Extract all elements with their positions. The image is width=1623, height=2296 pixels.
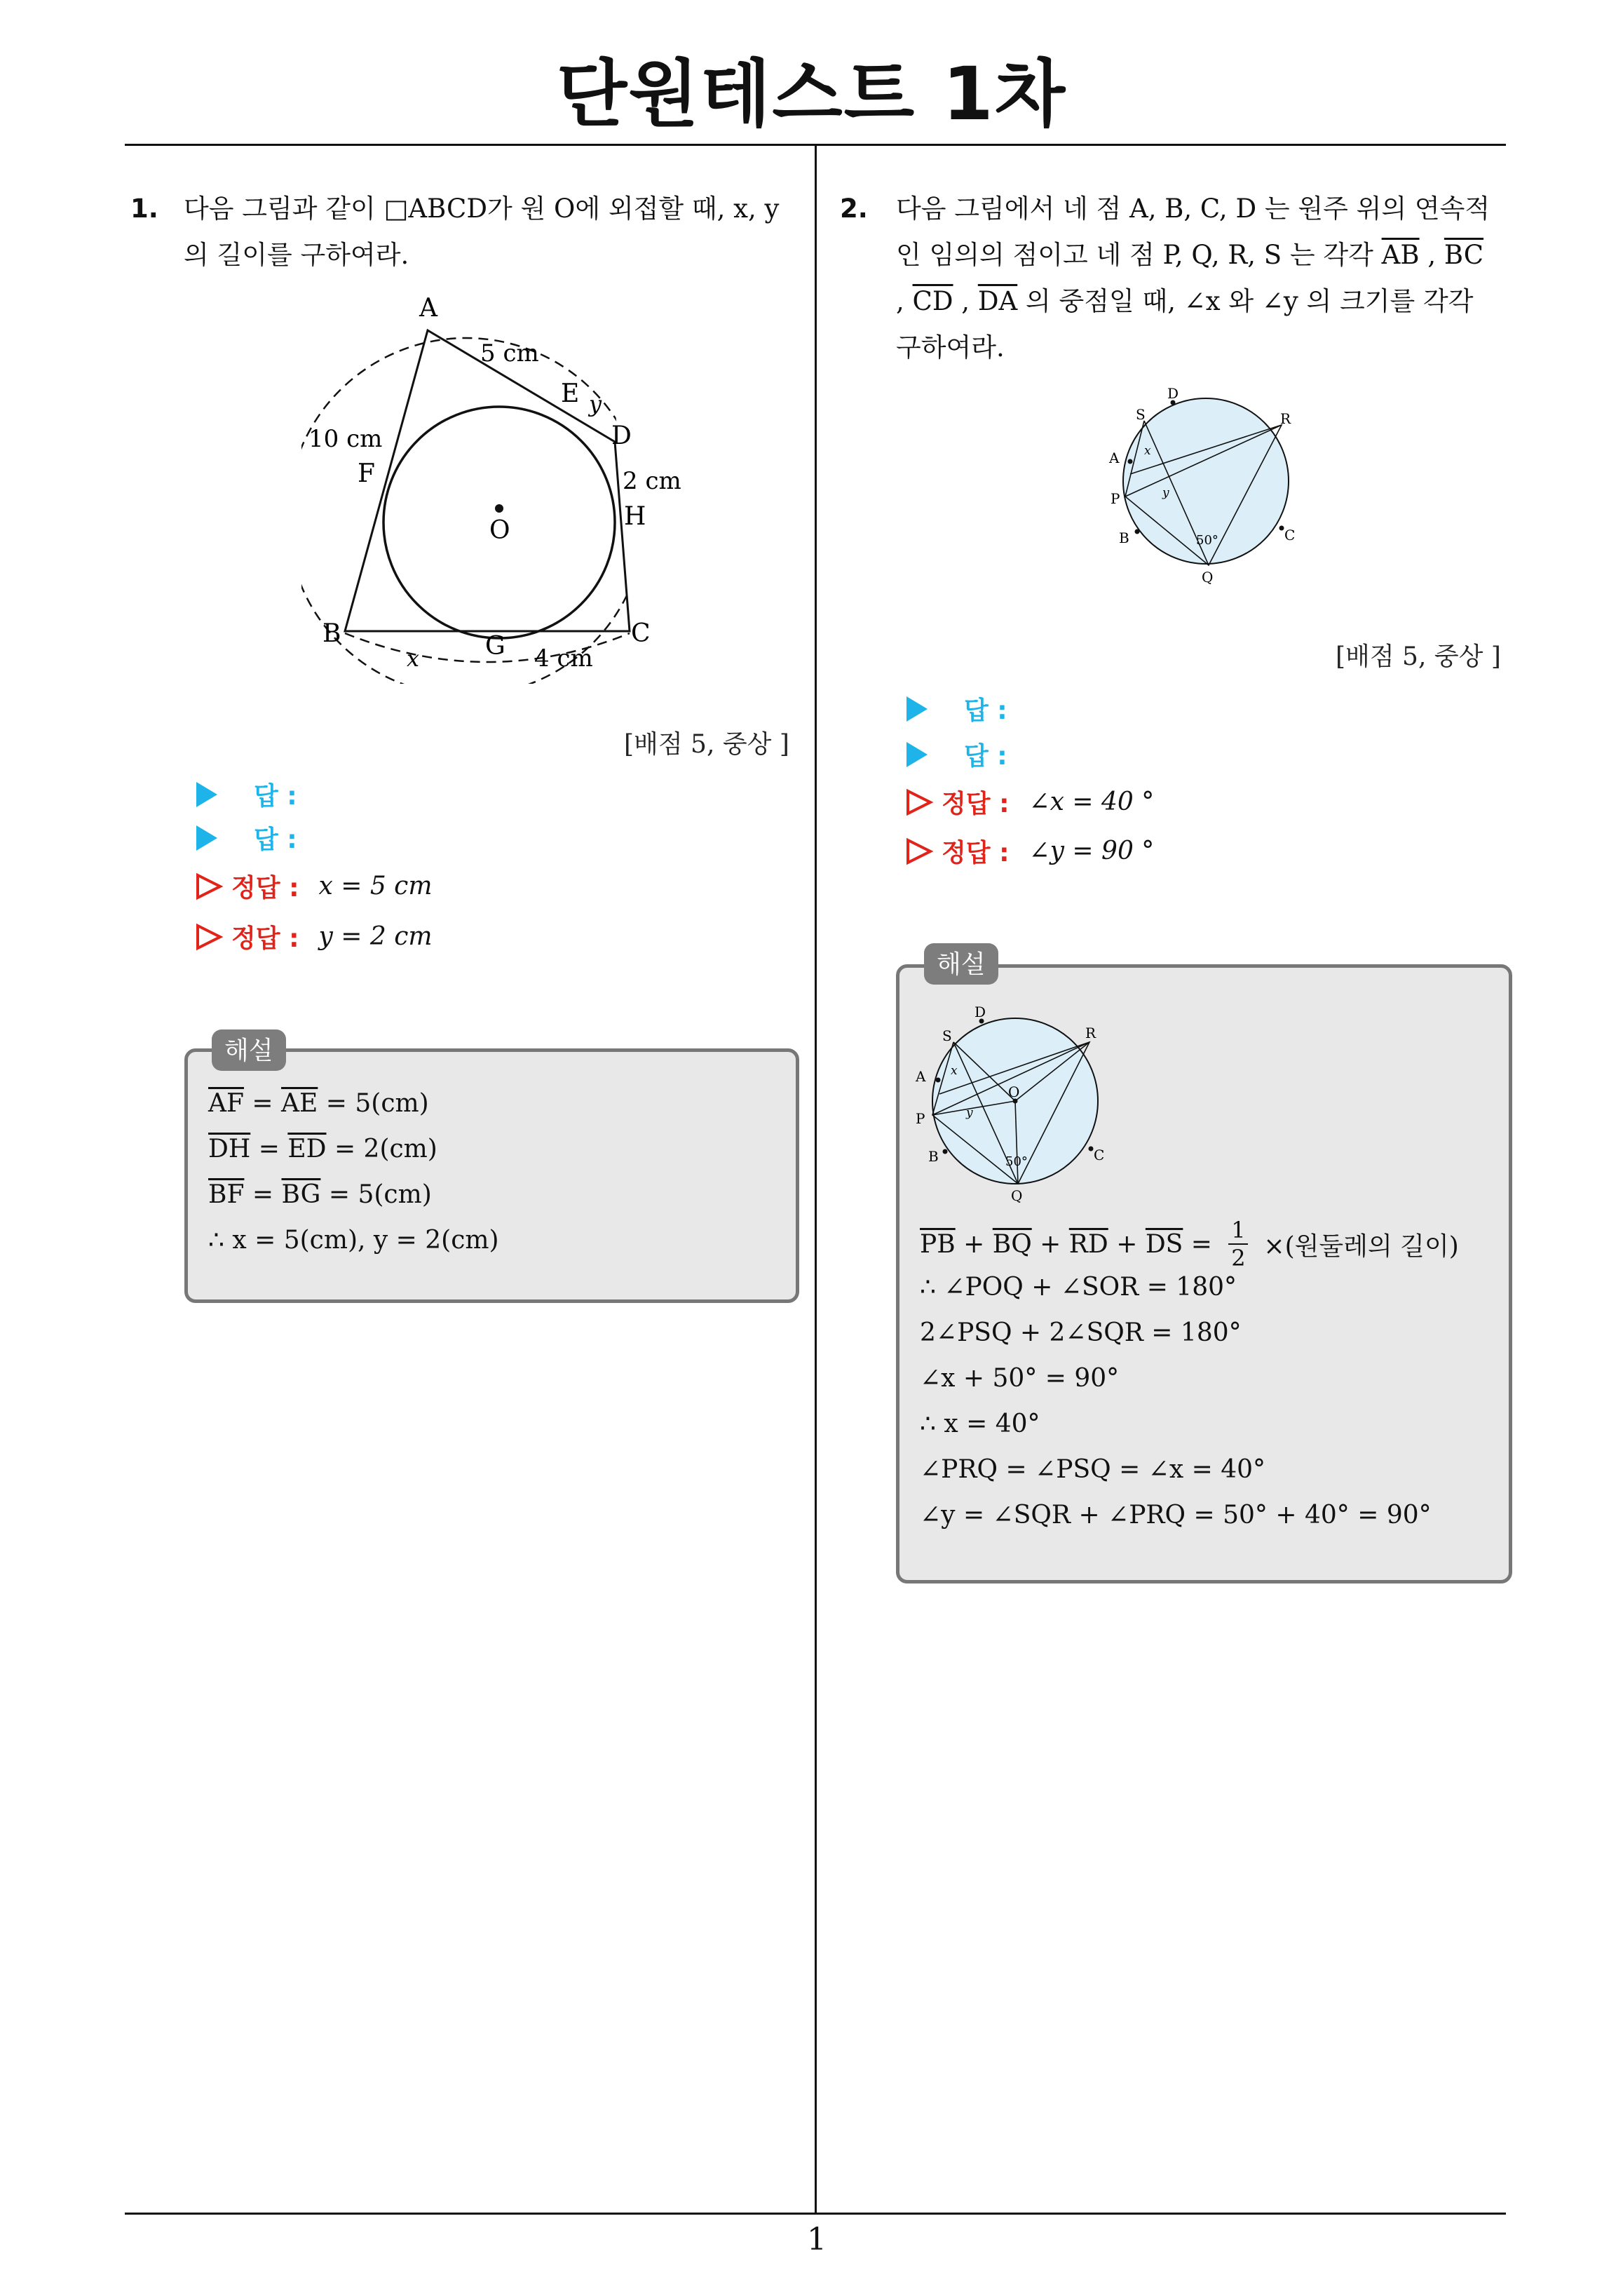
explain-line: ∴ x = 5(cm), y = 2(cm) — [208, 1226, 499, 1255]
footer-rule — [125, 2213, 1506, 2215]
svg-text:Q: Q — [1202, 569, 1214, 586]
score-meta: [배점 5, 중상 ] — [1336, 642, 1501, 671]
correct-answer-row — [195, 919, 433, 954]
play-icon — [906, 696, 928, 722]
correct-answer: ∠y = 90 ° — [1028, 837, 1155, 865]
answer-row — [196, 776, 297, 812]
label-dh: 2 cm — [623, 467, 681, 495]
label-o: O — [489, 516, 510, 545]
play-outline-icon — [195, 923, 223, 951]
explain-line: ∠y = ∠SQR + ∠PRQ = 50° + 40° = 90° — [920, 1501, 1432, 1529]
play-icon — [196, 825, 217, 851]
svg-text:A: A — [916, 1068, 926, 1085]
answer-label: 답 : — [254, 782, 297, 811]
correct-label: 정답 : — [942, 790, 1010, 818]
svg-text:y: y — [1162, 486, 1169, 500]
column-divider — [815, 144, 817, 2214]
correct-answer-row — [195, 868, 432, 904]
label-a: A — [419, 294, 437, 323]
correct-label: 정답 : — [231, 874, 299, 903]
play-outline-icon — [905, 837, 933, 865]
svg-text:B: B — [928, 1148, 939, 1165]
label-d: D — [611, 421, 632, 450]
question-text: 구하여라. — [896, 332, 1005, 363]
explain-line: 2∠PSQ + 2∠SQR = 180° — [920, 1318, 1242, 1347]
play-icon — [196, 782, 217, 807]
explain-line: ∠x + 50° = 90° — [920, 1364, 1120, 1393]
svg-text:Q: Q — [1011, 1187, 1023, 1204]
label-g: G — [485, 632, 505, 661]
label-h: H — [624, 502, 646, 531]
label-af: 10 cm — [308, 425, 383, 453]
explanation-tag: 해설 — [212, 1029, 286, 1071]
svg-text:R: R — [1085, 1025, 1096, 1041]
svg-text:D: D — [975, 1004, 986, 1020]
question-text: , $\overline{CD}$ , $\overline{DA}$ 의 중점일 때, ∠x 와 ∠y 의 크기를 각각 — [896, 286, 1474, 316]
label-f: F — [358, 459, 375, 488]
question-number: 2. — [840, 194, 868, 224]
play-icon — [906, 742, 928, 767]
svg-text:B: B — [1119, 529, 1129, 546]
correct-answer: x = 5 cm — [318, 872, 433, 900]
label-y: y — [589, 391, 602, 417]
question-text: 인 임의의 점이고 네 점 P, Q, R, S 는 각각 $\overline{AB}$ , $\overline{BC}$ — [896, 240, 1484, 270]
svg-text:50°: 50° — [1196, 533, 1218, 548]
explain-line: ∴ x = 40° — [920, 1410, 1040, 1438]
q2-figure — [1101, 384, 1311, 595]
svg-text:50°: 50° — [1005, 1154, 1028, 1169]
explain-line: ∴ ∠POQ + ∠SOR = 180° — [920, 1273, 1237, 1302]
question-text: 다음 그림에서 네 점 A, B, C, D 는 원주 위의 연속적 — [896, 194, 1490, 224]
label-e: E — [561, 379, 580, 408]
correct-answer-row — [905, 833, 1154, 869]
svg-text:x: x — [1144, 444, 1151, 458]
svg-text:S: S — [1136, 406, 1146, 423]
fraction-numerator: 1 — [1231, 1217, 1246, 1243]
label-b: B — [322, 619, 341, 648]
svg-text:A: A — [1109, 450, 1120, 466]
explain-line: $\overline{AF} = \overline{AE} = 5(cm)$ — [208, 1089, 429, 1118]
answer-row — [196, 820, 297, 856]
correct-answer: y = 2 cm — [318, 922, 433, 951]
explain-line: $\overline{DH} = \overline{ED} = 2(cm)$ — [208, 1135, 437, 1163]
score-meta: [배점 5, 중상 ] — [624, 730, 789, 759]
center-dot — [495, 504, 503, 513]
correct-label: 정답 : — [231, 924, 299, 953]
svg-text:R: R — [1280, 410, 1291, 427]
fraction-denominator: 2 — [1231, 1245, 1246, 1271]
svg-text:D: D — [1167, 385, 1179, 402]
correct-answer: ∠x = 40 ° — [1028, 788, 1155, 816]
explanation-tag: 해설 — [924, 943, 998, 985]
answer-label: 답 : — [254, 825, 297, 854]
correct-answer-row — [905, 784, 1154, 820]
quadrilateral-abcd — [345, 330, 630, 631]
correct-label: 정답 : — [942, 839, 1010, 867]
question-number: 1. — [130, 194, 158, 224]
answer-label: 답 : — [964, 742, 1007, 771]
svg-text:y: y — [966, 1106, 973, 1120]
svg-text:O: O — [1008, 1083, 1020, 1100]
explain-line: ∠PRQ = ∠PSQ = ∠x = 40° — [920, 1455, 1265, 1484]
explanation-box — [184, 1048, 799, 1303]
svg-text:C: C — [1094, 1147, 1105, 1163]
answer-row — [906, 736, 1007, 772]
explain-line: $\overline{PB}$ + $\overline{BQ}$ + $\overline{RD}$ + $\overline{DS}$ = 1 2 ×(원둘레의 길이) — [920, 1217, 1459, 1271]
play-outline-icon — [195, 872, 223, 900]
answer-label: 답 : — [964, 696, 1007, 725]
page-number: 1 — [807, 2222, 827, 2257]
question-text: 다음 그림과 같이 □ABCD가 원 O에 외접할 때, x, y — [184, 194, 780, 224]
answer-row — [906, 691, 1007, 727]
label-x: x — [407, 645, 420, 672]
q1-figure — [301, 291, 694, 684]
question-text: 의 길이를 구하여라. — [184, 240, 409, 270]
svg-text:S: S — [942, 1027, 952, 1044]
label-ae: 5 cm — [480, 339, 539, 367]
play-outline-icon — [905, 788, 933, 816]
q2-explanation-figure — [911, 1003, 1129, 1213]
page-title: 단원테스트 1차 — [556, 51, 1067, 137]
svg-text:P: P — [1111, 490, 1120, 507]
svg-text:x: x — [951, 1064, 958, 1078]
svg-text:C: C — [1284, 527, 1296, 543]
label-c: C — [631, 619, 651, 648]
explain-line: $\overline{BF} = \overline{BG} = 5(cm)$ — [208, 1180, 432, 1209]
svg-text:P: P — [916, 1110, 925, 1127]
label-gc: 4 cm — [534, 644, 593, 673]
